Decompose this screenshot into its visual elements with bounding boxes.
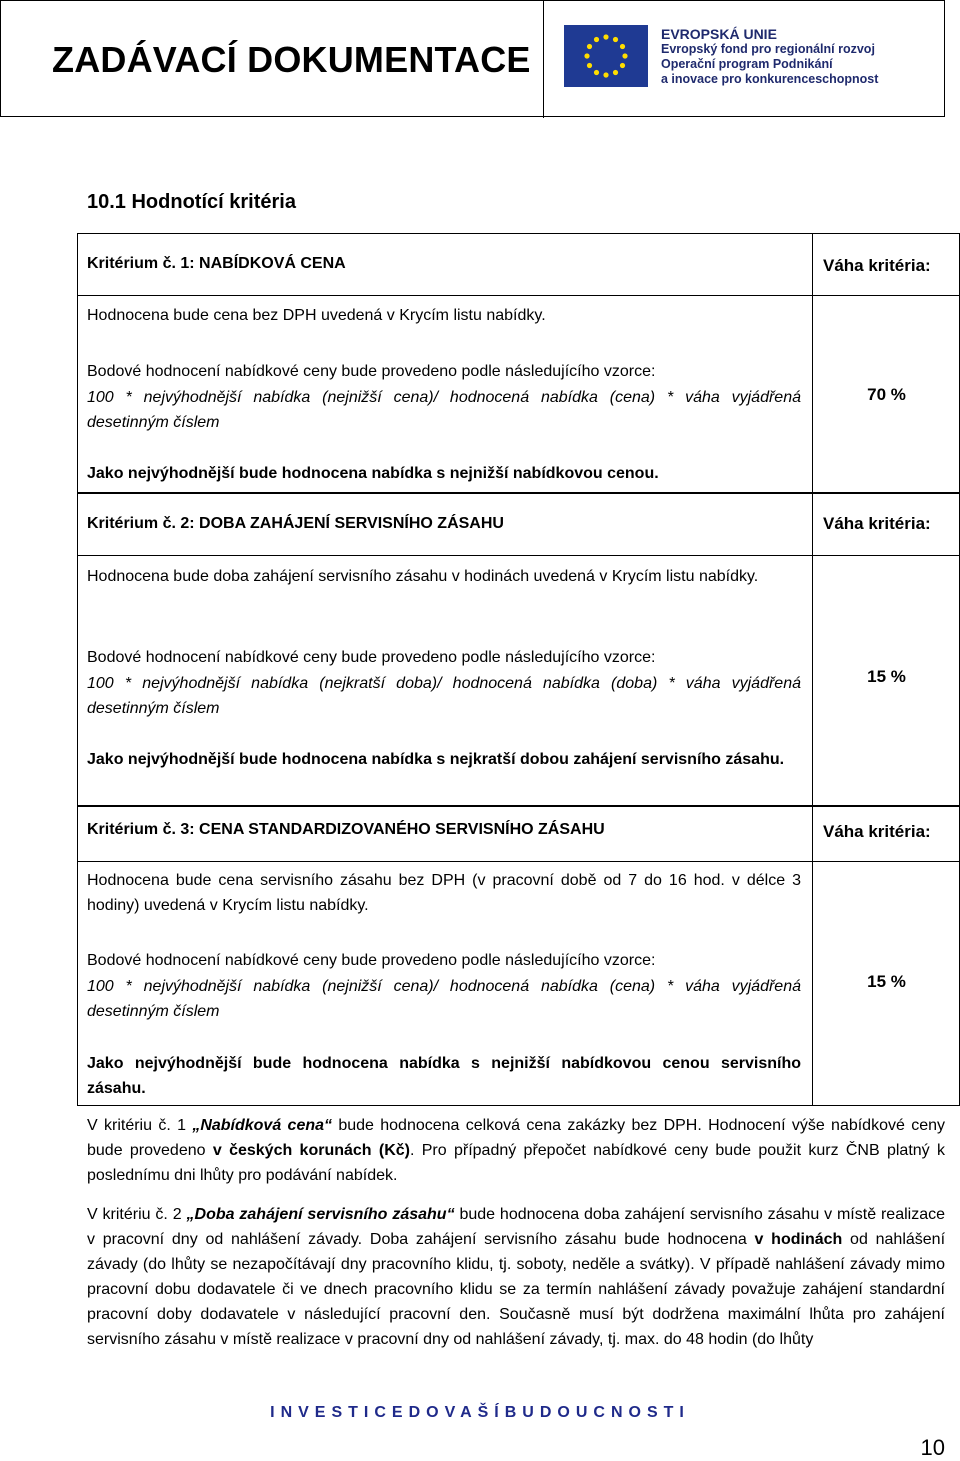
eu-star	[594, 37, 599, 42]
criterion-1-formula: 100 * nejvýhodnější nabídka (nejnižší cena)/ hodnocená nabídka (cena) * váha vyjádřená desetinným číslem	[87, 389, 801, 431]
criterion-1-label: Kritérium č. 1: NABÍDKOVÁ CENA	[87, 255, 346, 272]
criterion-2-description: Hodnocena bude doba zahájení servisního zásahu v hodinách uvedená v Krycím listu nabídky.	[87, 568, 759, 585]
page-number: 10	[920, 1435, 945, 1460]
eu-line-3: Operační program Podnikání	[661, 57, 833, 71]
criterion-2-weight-label: Váha kritéria:	[823, 514, 931, 533]
document-title: ZADÁVACÍ DOKUMENTACE	[52, 39, 531, 80]
p2-text-a: V kritériu č. 2	[87, 1206, 187, 1223]
eu-star	[613, 70, 618, 75]
eu-star	[603, 34, 608, 39]
criterion-3-label: Kritérium č. 3: CENA STANDARDIZOVANÉHO SERVISNÍHO ZÁSAHU	[87, 821, 605, 838]
p1-text-a: V kritériu č. 1	[87, 1117, 193, 1134]
eu-line-2: Evropský fond pro regionální rozvoj	[661, 42, 875, 56]
criterion-1-weight: 70 %	[867, 385, 906, 404]
criterion-2-best: Jako nejvýhodnější bude hodnocena nabídka s nejkratší dobou zahájení servisního zásahu.	[87, 751, 785, 768]
criterion-3-formula-intro: Bodové hodnocení nabídkové ceny bude provedeno podle následujícího vzorce:	[87, 952, 656, 969]
eu-line-1: EVROPSKÁ UNIE	[661, 26, 777, 42]
criterion-1-best: Jako nejvýhodnější bude hodnocena nabídka s nejnižší nabídkovou cenou.	[87, 465, 659, 482]
criterion-3-formula: 100 * nejvýhodnější nabídka (nejnižší cena)/ hodnocená nabídka (cena) * váha vyjádřená desetinným číslem	[87, 978, 801, 1020]
criterion-2-formula: 100 * nejvýhodnější nabídka (nejkratší doba)/ hodnocená nabídka (doba) * váha vyjádřená desetinným číslem	[87, 675, 801, 717]
eu-star	[613, 37, 618, 42]
eu-star	[620, 44, 625, 49]
eu-star	[594, 70, 599, 75]
paragraph-criterion-2	[87, 1202, 945, 1352]
p1-emphasis-currency: v českých korunách (Kč)	[212, 1142, 410, 1159]
criterion-2-weight: 15 %	[867, 667, 906, 686]
eu-flag-logo	[564, 25, 648, 87]
eu-logo-text	[661, 27, 878, 87]
criterion-1-weight-label: Váha kritéria:	[823, 256, 931, 275]
paragraph-criterion-1	[87, 1113, 945, 1188]
criterion-3-best: Jako nejvýhodnější bude hodnocena nabídka s nejnižší nabídkovou cenou servisního zásahu.	[87, 1055, 801, 1097]
eu-line-4: a inovace pro konkurenceschopnost	[661, 72, 879, 86]
eu-star	[587, 63, 592, 68]
p1-emphasis-name: „Nabídková cena“	[192, 1117, 333, 1134]
p2-text-c: bude hodnocena doba zahájení servisního zásahu v místě realizace v pracovní dny od nahlášení závady. Doba zahájení servisního zásahu bude hodnocena	[87, 1206, 945, 1248]
p1-text-e: . Pro případný přepočet nabídkové ceny bude použit kurz ČNB platný k poslednímu dni lhůty pro podávání nabídek.	[87, 1142, 945, 1184]
criterion-3-weight-label: Váha kritéria:	[823, 822, 931, 841]
p2-text-e: od nahlášení závady (do lhůty se nezapočítávají dny pracovního klidu, tj. soboty, neděle a svátky). V případě nahlášení závady mimo pracovní dobu dodavatele či ve dnech pracovního klidu se za termín nahlášení závady považuje zahájení standardní pracovní doby dodavatele v následující pracovní den. Současně musí být dodržena maximální lhůta pro zahájení servisního zásahu v místě realizace v pracovní dny od nahlášení závady, tj. max. do 48 hodin (do lhůty	[87, 1231, 946, 1348]
eu-star	[587, 44, 592, 49]
footer-slogan: INVESTICEDOVAŠÍBUDOUCNOSTI	[270, 1404, 690, 1421]
header-divider	[543, 1, 544, 118]
criterion-1-formula-intro: Bodové hodnocení nabídkové ceny bude provedeno podle následujícího vzorce:	[87, 363, 656, 380]
criterion-1-description: Hodnocena bude cena bez DPH uvedená v Krycím listu nabídky.	[87, 307, 546, 324]
p1-text-c: bude hodnocena celková cena zakázky bez DPH. Hodnocení výše nabídkové ceny bude provedeno	[87, 1117, 945, 1159]
p2-emphasis-hours: v hodinách	[754, 1231, 843, 1248]
criterion-2-label: Kritérium č. 2: DOBA ZAHÁJENÍ SERVISNÍHO ZÁSAHU	[87, 515, 504, 532]
document-header	[0, 0, 945, 117]
eu-star	[620, 63, 625, 68]
section-title: 10.1 Hodnotící kritéria	[87, 191, 296, 213]
eu-star	[584, 53, 589, 58]
eu-star	[622, 53, 627, 58]
criterion-2-formula-intro: Bodové hodnocení nabídkové ceny bude provedeno podle následujícího vzorce:	[87, 649, 656, 666]
eu-star	[603, 72, 608, 77]
p2-emphasis-name: „Doba zahájení servisního zásahu“	[186, 1206, 455, 1223]
criterion-3-weight: 15 %	[867, 972, 906, 991]
criterion-3-description: Hodnocena bude cena servisního zásahu bez DPH (v pracovní době od 7 do 16 hod. v délce 3 hodiny) uvedená v Krycím listu nabídky.	[87, 872, 801, 914]
